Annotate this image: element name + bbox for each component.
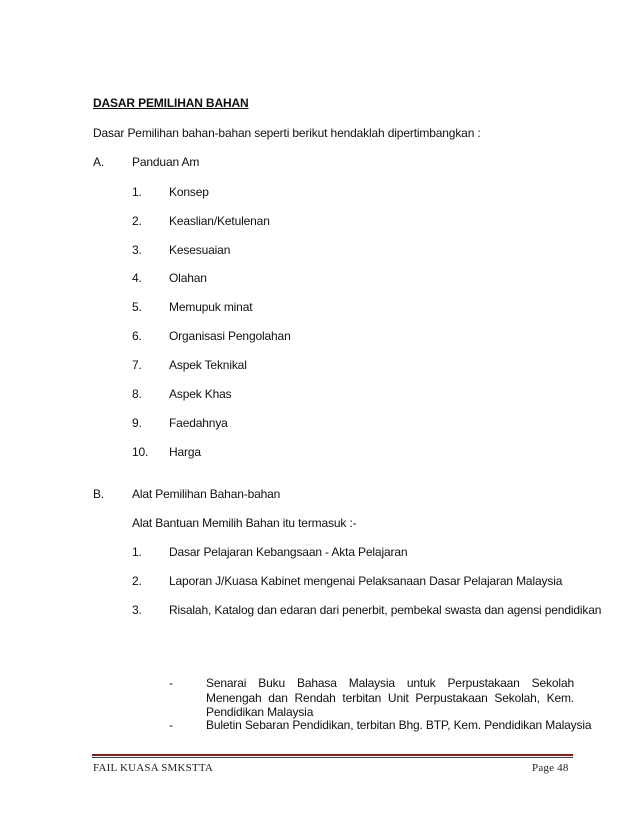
list-item-text: Faedahnya xyxy=(169,416,228,430)
footer-page-number: Page 48 xyxy=(532,762,569,774)
page-heading: DASAR PEMILIHAN BAHAN xyxy=(93,96,249,110)
dash-item-text: Senarai Buku Bahasa Malaysia untuk Perpustakaan Sekolah Menengah dan Rendah terbitan Unit Perpustakaan Sekolah, Kem. Pendidikan Malaysia xyxy=(206,676,574,719)
list-item-number: 2. xyxy=(132,574,142,588)
list-item-number: 4. xyxy=(132,271,142,285)
dash-item-text: Buletin Sebaran Pendidikan, terbitan Bhg. BTP, Kem. Pendidikan Malaysia xyxy=(206,718,592,732)
footer-rule-thin xyxy=(92,757,573,758)
list-item-number: 1. xyxy=(132,545,142,559)
section-b-title: Alat Pemilihan Bahan-bahan xyxy=(132,487,281,501)
list-item-number: 10. xyxy=(132,445,149,459)
list-item-number: 2. xyxy=(132,214,142,228)
list-item-number: 8. xyxy=(132,387,142,401)
footer-left-text: FAIL KUASA SMKSTTA xyxy=(93,762,214,774)
list-item-text: Konsep xyxy=(169,185,209,199)
intro-text: Dasar Pemilihan bahan-bahan seperti berikut hendaklah dipertimbangkan : xyxy=(93,126,481,140)
list-item-number: 3. xyxy=(132,243,142,257)
list-item-text: Dasar Pelajaran Kebangsaan - Akta Pelajaran xyxy=(169,545,408,559)
footer-rule xyxy=(92,754,573,756)
list-item-text: Kesesuaian xyxy=(169,243,231,257)
list-item-text: Organisasi Pengolahan xyxy=(169,329,291,343)
list-item-text: Olahan xyxy=(169,271,207,285)
section-a-letter: A. xyxy=(93,155,105,169)
list-item-text: Aspek Teknikal xyxy=(169,358,247,372)
dash-mark: - xyxy=(169,718,173,732)
list-item-text: Harga xyxy=(169,445,201,459)
list-item-number: 3. xyxy=(132,603,142,617)
list-item-text: Aspek Khas xyxy=(169,387,232,401)
section-b-subtitle: Alat Bantuan Memilih Bahan itu termasuk :- xyxy=(132,516,357,530)
list-item-number: 1. xyxy=(132,185,142,199)
section-a-title: Panduan Am xyxy=(132,155,200,169)
list-item-text: Laporan J/Kuasa Kabinet mengenai Pelaksanaan Dasar Pelajaran Malaysia xyxy=(169,574,563,588)
dash-mark: - xyxy=(169,676,173,690)
list-item-text: Keaslian/Ketulenan xyxy=(169,214,270,228)
list-item-number: 5. xyxy=(132,300,142,314)
list-item-text: Memupuk minat xyxy=(169,300,253,314)
list-item-text: Risalah, Katalog dan edaran dari penerbit, pembekal swasta dan agensi pendidikan xyxy=(169,603,602,617)
list-item-number: 9. xyxy=(132,416,142,430)
list-item-number: 6. xyxy=(132,329,142,343)
section-b-letter: B. xyxy=(93,487,105,501)
list-item-number: 7. xyxy=(132,358,142,372)
